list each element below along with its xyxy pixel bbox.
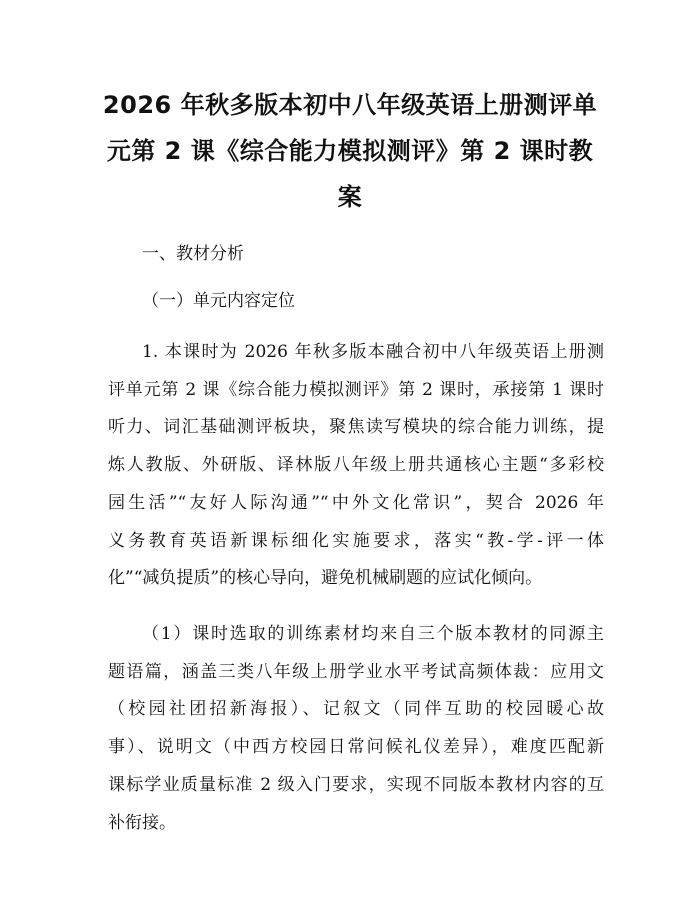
paragraph-line: 题语篇，涵盖三类八年级上册学业水平考试高频体裁：应用文	[108, 661, 604, 682]
title-line: 元第 2 课《综合能力模拟测评》第 2 课时教	[106, 137, 594, 165]
document-title	[92, 82, 608, 220]
paragraph-line: 评单元第 2 课《综合能力模拟测评》第 2 课时，承接第 1 课时	[108, 379, 604, 400]
paragraph-line: 听力、词汇基础测评板块，聚焦读写模块的综合能力训练，提	[108, 417, 604, 438]
paragraph-line: 化”“减负提质”的核心导向，避免机械刷题的应试化倾向。	[108, 568, 543, 589]
paragraph-line: （校园社团招新海报）、记叙文（同伴互助的校园暖心故	[108, 699, 604, 720]
paragraph-line: 1. 本课时为 2026 年秋多版本融合初中八年级英语上册测	[142, 342, 604, 362]
paragraph-unit-positioning	[108, 334, 604, 598]
paragraph-line: 事）、说明文（中西方校园日常问候礼仪差异），难度匹配新	[108, 737, 604, 758]
paragraph-line: 园生活”“友好人际沟通”“中外文化常识”，契合 2026 年	[108, 492, 604, 513]
paragraph-line: 炼人教版、外研版、译林版八年级上册共通核心主题“多彩校	[108, 455, 604, 476]
section-heading: 一、教材分析	[142, 244, 244, 264]
title-line: 案	[337, 183, 363, 211]
paragraph-line: 补衔接。	[108, 812, 176, 833]
paragraph-line: 义务教育英语新课标细化实施要求，落实“教-学-评一体	[108, 530, 604, 551]
paragraph-line: 课标学业质量标准 2 级入门要求，实现不同版本教材内容的互	[108, 774, 604, 795]
paragraph-line: （1）课时选取的训练素材均来自三个版本教材的同源主	[142, 624, 604, 644]
subsection-heading: （一）单元内容定位	[142, 291, 295, 311]
paragraph-material-selection	[108, 616, 604, 842]
title-line: 2026 年秋多版本初中八年级英语上册测评单	[102, 91, 598, 119]
